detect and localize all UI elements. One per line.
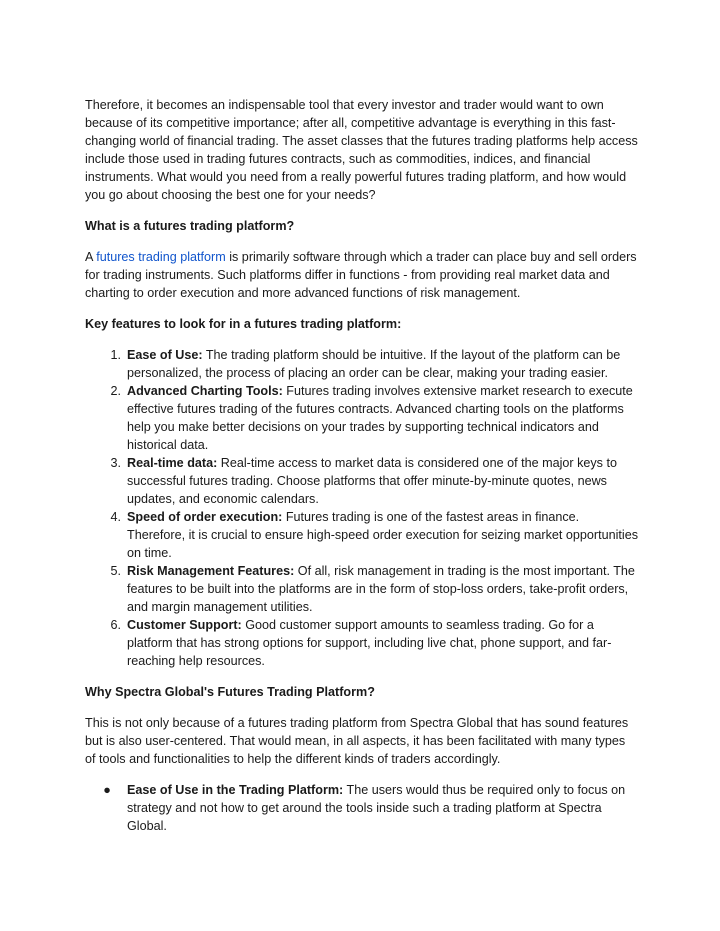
section-heading-what-is: What is a futures trading platform? xyxy=(85,219,295,233)
feature-item-risk-management xyxy=(85,562,638,616)
document-page xyxy=(85,96,638,835)
definition-prefix: A xyxy=(85,250,97,264)
feature-title: Customer Support: xyxy=(127,618,242,632)
feature-title: Ease of Use: xyxy=(127,348,203,362)
definition-paragraph xyxy=(85,248,638,302)
list-number: 1. xyxy=(110,348,121,362)
feature-title: Real-time data: xyxy=(127,456,218,470)
feature-item-charting-tools xyxy=(85,382,638,454)
futures-platform-link[interactable]: futures trading platform xyxy=(96,250,226,264)
feature-item-real-time-data xyxy=(85,454,638,508)
feature-item-order-execution xyxy=(85,508,638,562)
feature-title: Risk Management Features: xyxy=(127,564,295,578)
feature-title: Advanced Charting Tools: xyxy=(127,384,283,398)
bullet-text: The users would thus be required only to focus on strategy and not how to get around the tools inside such a trading platform at Spectra Global. xyxy=(127,783,626,833)
list-number: 5. xyxy=(110,564,121,578)
list-number: 2. xyxy=(110,384,121,398)
spectra-paragraph: This is not only because of a futures trading platform from Spectra Global that has sound features but is also user-centered. That would mean, in all aspects, it has been facilitated with many types of tools and functionalities to help the different kinds of traders accordingly. xyxy=(85,716,629,766)
feature-text: Futures trading is one of the fastest areas in finance. Therefore, it is crucial to ensure high-speed order execution for seizing market opportunities on time. xyxy=(127,510,639,560)
section-heading-key-features: Key features to look for in a futures trading platform: xyxy=(85,317,402,331)
feature-item-customer-support xyxy=(85,616,638,670)
bullet-icon: ● xyxy=(103,783,111,797)
section-heading-why-spectra: Why Spectra Global's Futures Trading Platform? xyxy=(85,685,375,699)
feature-text: Real-time access to market data is considered one of the major keys to successful futures trading. Choose platforms that offer minute-by-minute quotes, news updates, and economic calendars. xyxy=(127,456,617,506)
feature-title: Speed of order execution: xyxy=(127,510,283,524)
feature-text: Of all, risk management in trading is the most important. The features to be built into the platforms are in the form of stop-loss orders, take-profit orders, and margin management utilities. xyxy=(127,564,635,614)
feature-item-ease-of-use xyxy=(85,346,638,382)
features-list xyxy=(85,346,638,670)
list-number: 6. xyxy=(110,618,121,632)
list-number: 4. xyxy=(110,510,121,524)
spectra-bullet-list xyxy=(85,781,638,835)
list-number: 3. xyxy=(110,456,121,470)
bullet-item-ease-of-use xyxy=(85,781,638,835)
feature-text: Good customer support amounts to seamless trading. Go for a platform that has strong options for support, including live chat, phone support, and far-reaching help resources. xyxy=(127,618,612,668)
feature-text: The trading platform should be intuitive. If the layout of the platform can be personalized, the process of placing an order can be clear, making your trading easier. xyxy=(127,348,621,380)
bullet-title: Ease of Use in the Trading Platform: xyxy=(127,783,344,797)
intro-paragraph: Therefore, it becomes an indispensable tool that every investor and trader would want to own because of its competitive importance; after all, competitive advantage is everything in this fast-changing world of financial trading. The asset classes that the futures trading platforms help access include those used in trading futures contracts, such as commodities, indices, and financial instruments. What would you need from a really powerful futures trading platform, and how would you go about choosing the best one for your needs? xyxy=(85,98,638,202)
definition-body: is primarily software through which a trader can place buy and sell orders for trading instruments. Such platforms differ in functions - from providing real market data and charting to order execution and more advanced functions of risk management. xyxy=(85,250,637,300)
feature-text: Futures trading involves extensive market research to execute effective futures trading of the futures contracts. Advanced charting tools on the platforms help you make better decisions on your trades by supporting technical indicators and historical data. xyxy=(127,384,633,452)
